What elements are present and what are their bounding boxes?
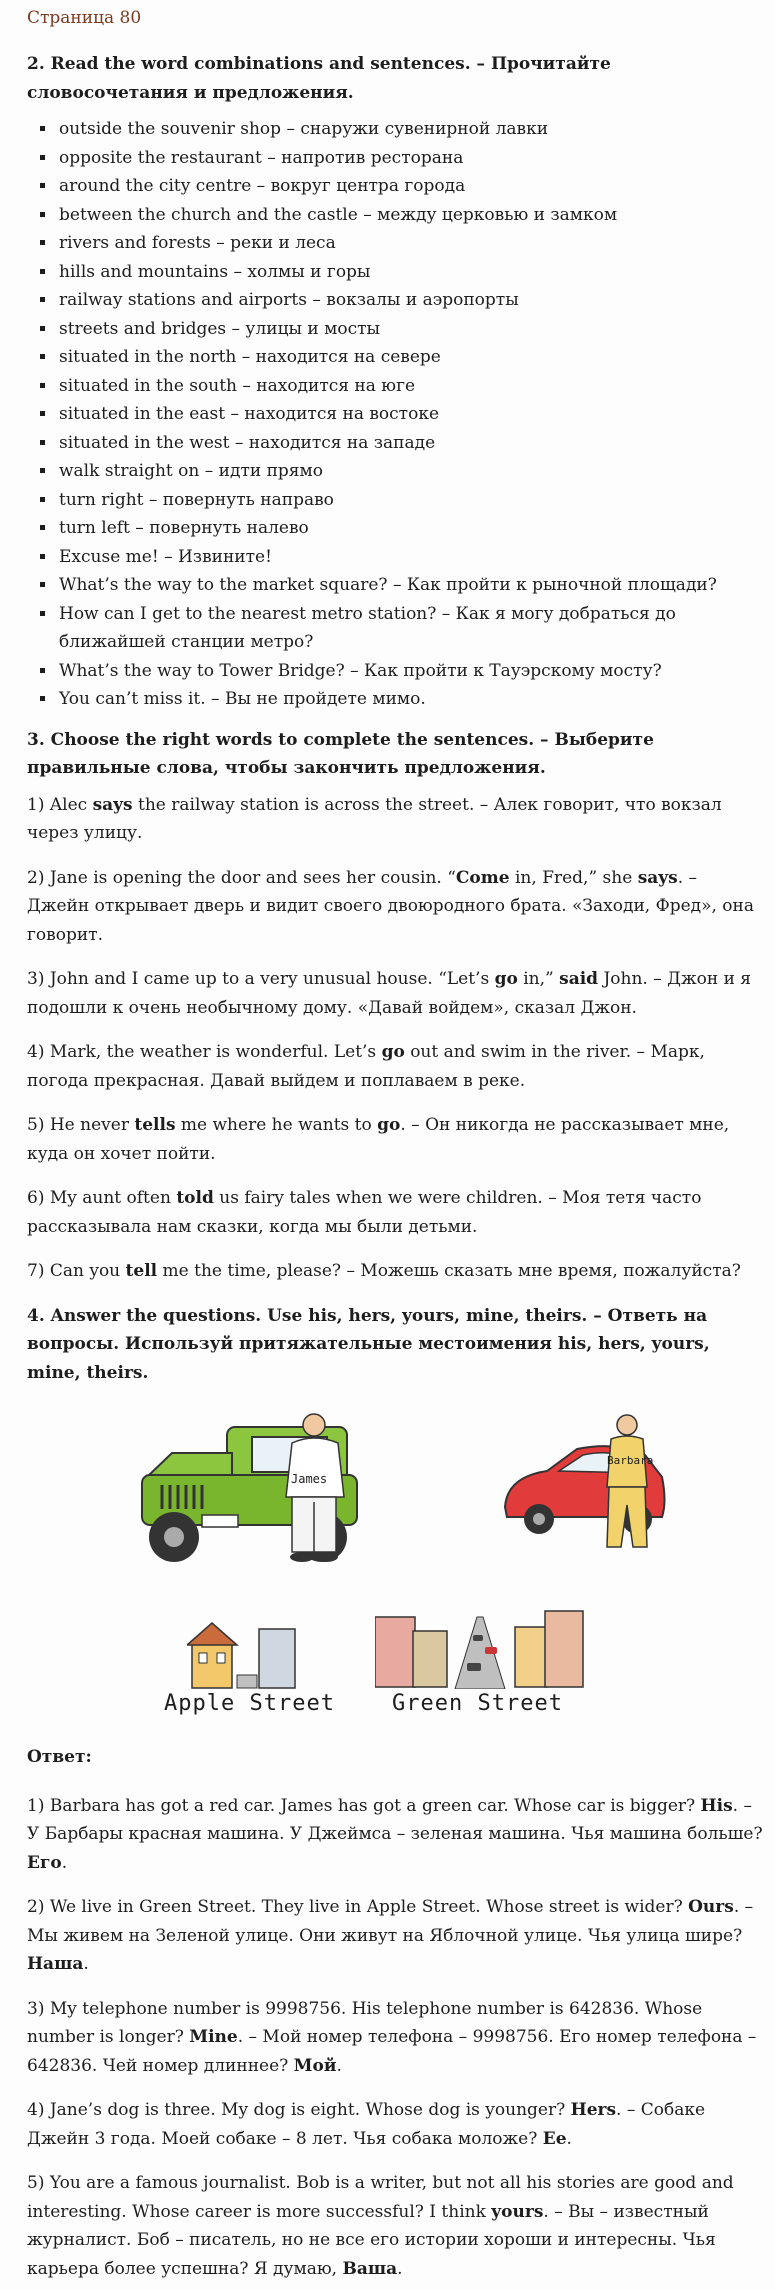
answer-text: . [397, 2258, 403, 2279]
answer-word: said [559, 969, 599, 989]
answer-4 [27, 2096, 764, 2153]
answer-text: . – Собаке Джейн 3 года. Моей собаке – 8 лет. Чья собака моложе? [27, 2100, 706, 2149]
answer-word: tells [134, 1115, 176, 1135]
answer-word: Mine [189, 2027, 238, 2047]
answer-word: Ours [688, 1897, 734, 1917]
sentence-text: 1) Alec [27, 794, 93, 815]
answer-2 [27, 1893, 764, 1979]
sentence-2 [27, 864, 764, 950]
list-item: ▪ outside the souvenir shop – снаружи сувенирной лавки [57, 115, 764, 144]
sentence-4 [27, 1038, 764, 1095]
exercise-4-illustration [27, 1397, 764, 1727]
page-title: Страница 80 [27, 8, 142, 28]
list-item: ▪ around the city centre – вокруг центра города [57, 172, 764, 201]
sentence-text: 3) John and I came up to a very unusual house. “Let’s [27, 969, 495, 989]
answer-1 [27, 1792, 764, 1878]
answer-5 [27, 2169, 764, 2283]
list-item: ▪ situated in the west – находится на западе [57, 429, 764, 458]
sentence-text: out and swim in the river. – Марк, погода прекрасная. Давай выйдем и поплаваем в реке. [27, 1042, 705, 1091]
answer-word: tell [125, 1261, 158, 1281]
sentence-5 [27, 1111, 764, 1168]
list-item: ▪ turn left – повернуть налево [57, 514, 764, 543]
exercise-2-heading: 2. Read the word combinations and sentences. – Прочитайте словосочетания и предложения. [27, 54, 611, 103]
answer-word: Ваша [342, 2258, 398, 2279]
answer-label: Ответ: [27, 1747, 92, 1767]
list-item: ▪ turn right – повернуть направо [57, 486, 764, 515]
street-label-green: Green Street [392, 1691, 563, 1716]
answer-word: Hers [570, 2100, 617, 2120]
sentence-text: 2) Jane is opening the door and sees her cousin. “ [27, 867, 456, 888]
answer-word: says [92, 794, 133, 815]
exercise-4-heading: 4. Answer the questions. Use his, hers, yours, mine, theirs. – Ответь на вопросы. Используй притяжательные местоимения his, hers, yours, mine, theirs. [27, 1305, 710, 1383]
answer-text: 4) Jane’s dog is three. My dog is eight. Whose dog is younger? [27, 2100, 571, 2120]
answer-word: Мой [293, 2055, 337, 2076]
green-jeep-illustration [132, 1407, 402, 1567]
sentence-text: 7) Can you [27, 1261, 126, 1281]
sentence-1 [27, 791, 764, 848]
shirt-label-barbara: Barbara [607, 1454, 654, 1467]
sentence-text: in,” [517, 969, 560, 989]
list-item: ▪ situated in the south – находится на юге [57, 372, 764, 401]
list-item: ▪ railway stations and airports – вокзалы и аэропорты [57, 286, 764, 315]
list-item: ▪ walk straight on – идти прямо [57, 457, 764, 486]
sentence-text: the railway station is across the street. – Алек говорит, что вокзал через улицу. [27, 794, 722, 843]
answer-word: told [176, 1188, 214, 1208]
sentence-text: 4) Mark, the weather is wonderful. Let’s [27, 1042, 382, 1062]
list-item: ▪ What’s the way to Tower Bridge? – Как пройти к Тауэрскому мосту? [57, 657, 764, 686]
answer-word: go [381, 1042, 405, 1062]
red-car-illustration [497, 1407, 682, 1557]
answer-word: go [377, 1115, 401, 1135]
sentence-text: in, Fred,” she [509, 867, 638, 888]
list-item: ▪ rivers and forests – реки и леса [57, 229, 764, 258]
answer-text: . – Вы – известный журналист. Боб – писатель, но не все его истории хороши и интересны. Чья карьера более успешна? Я думаю, [27, 2201, 716, 2279]
list-item: ▪ You can’t miss it. – Вы не пройдете мимо. [57, 685, 764, 714]
answer-word: His [700, 1795, 733, 1816]
sentence-text: 6) My aunt often [27, 1188, 177, 1208]
word-combination-list [27, 115, 764, 714]
answer-word: says [637, 867, 678, 888]
list-item: ▪ Excuse me! – Извините! [57, 543, 764, 572]
answer-text: . [336, 2055, 342, 2076]
answer-text: . – Мой номер телефона – 9998756. Его номер телефона – 642836. Чей номер длиннее? [27, 2027, 757, 2076]
answer-word: Ее [542, 2128, 567, 2149]
sentence-3 [27, 965, 764, 1022]
street-label-apple: Apple Street [164, 1691, 335, 1716]
list-item: ▪ opposite the restaurant – напротив ресторана [57, 144, 764, 173]
green-street-illustration [375, 1597, 585, 1689]
answer-word: go [494, 969, 518, 989]
sentence-text: 5) He never [27, 1115, 135, 1135]
sentence-text: me where he wants to [175, 1115, 378, 1135]
answer-text: . – У Барбары красная машина. У Джеймса – зеленая машина. Чья машина больше? [27, 1795, 763, 1844]
list-item: ▪ situated in the north – находится на севере [57, 343, 764, 372]
answer-word: yours [491, 2201, 544, 2222]
answer-text: . [566, 2128, 572, 2149]
exercise-3-heading: 3. Choose the right words to complete the sentences. – Выберите правильные слова, чтобы закончить предложения. [27, 729, 654, 778]
answer-text: . [83, 1954, 89, 1974]
list-item: ▪ What’s the way to the market square? – Как пройти к рыночной площади? [57, 571, 764, 600]
answer-text: 5) You are a famous journalist. Bob is a writer, but not all his stories are good and interesting. Whose career is more successful? I think [27, 2173, 734, 2222]
list-item: ▪ streets and bridges – улицы и мосты [57, 315, 764, 344]
sentence-7 [27, 1257, 764, 1286]
sentence-text: John. – Джон и я подошли к очень необычному дому. «Давай войдем», сказал Джон. [27, 969, 752, 1018]
answer-text: 1) Barbara has got a red car. James has got a green car. Whose car is bigger? [27, 1795, 701, 1816]
answer-word: Его [27, 1852, 62, 1873]
sentence-text: me the time, please? – Можешь сказать мне время, пожалуйста? [157, 1261, 741, 1281]
answer-word: Наша [27, 1954, 84, 1974]
list-item: ▪ between the church and the castle – между церковью и замком [57, 201, 764, 230]
sentence-text: . – Джейн открывает дверь и видит своего двоюродного брата. «Заходи, Фред», она говорит. [27, 867, 755, 945]
sentence-text: . – Он никогда не рассказывает мне, куда он хочет пойти. [27, 1115, 730, 1164]
answer-text: 3) My telephone number is 9998756. His telephone number is 642836. Whose number is longer? [27, 1998, 703, 2047]
list-item: ▪ How can I get to the nearest metro station? – Как я могу добраться до ближайшей станции метро? [57, 600, 764, 657]
answer-text: . [61, 1852, 68, 1873]
shirt-label-james: James [291, 1472, 328, 1486]
sentence-text: us fairy tales when we were children. – Моя тетя часто рассказывала нам сказки, когда мы были детьми. [27, 1188, 702, 1237]
answer-text: 2) We live in Green Street. They live in Apple Street. Whose street is wider? [27, 1897, 689, 1917]
answer-word: Come [455, 867, 510, 888]
list-item: ▪ situated in the east – находится на востоке [57, 400, 764, 429]
apple-street-illustration [187, 1615, 307, 1690]
answer-text: . – Мы живем на Зеленой улице. Они живут на Яблочной улице. Чья улица шире? [27, 1897, 754, 1946]
list-item: ▪ hills and mountains – холмы и горы [57, 258, 764, 287]
answer-3 [27, 1995, 764, 2081]
sentence-6 [27, 1184, 764, 1241]
